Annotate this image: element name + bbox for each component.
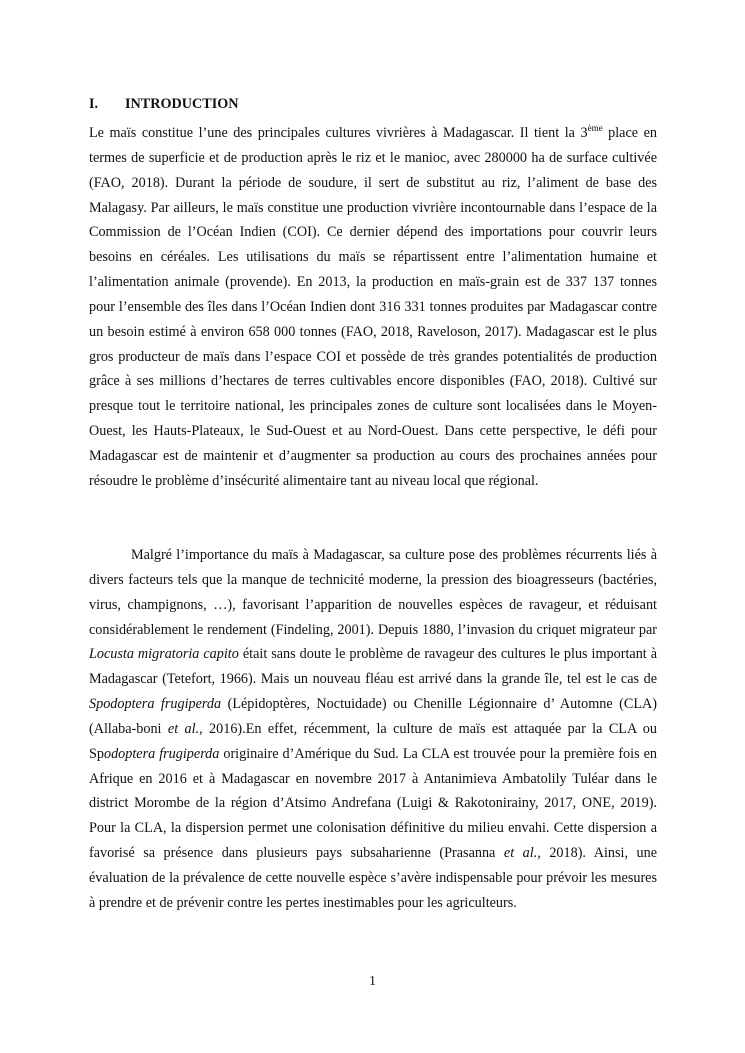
- paragraph-2-text-3: (Lépidoptères, Noctuidade) ou Chenille Légionnaire d’ Automne (CLA) (Allaba-boni: [89, 696, 657, 737]
- citation-et-al-1: et al.: [167, 720, 200, 737]
- citation-et-al-2: et al.: [503, 845, 538, 862]
- paragraph-1-text-a: Le maïs constitue l’une des principales cultures vivrières à Madagascar. Il tient la 3: [89, 125, 588, 141]
- page-number: 1: [369, 974, 376, 989]
- paragraph-1: [89, 121, 657, 494]
- paragraph-2-text-6: , 2018). Ainsi, une évaluation de la prévalence de cette nouvelle espèce s’avère indispensable pour prévoir les mesures à prendre et de prévenir contre les pertes inestimables pour les agriculteurs.: [89, 845, 658, 911]
- species-name-spodoptera: Spodoptera frugiperda: [89, 696, 222, 713]
- section-number: I.: [89, 96, 99, 112]
- section-title: INTRODUCTION: [125, 96, 239, 112]
- paragraph-2: [89, 543, 657, 916]
- paragraph-2-text-4: , 2016).En effet, récemment, la culture de maïs est attaquée par la CLA ou Sp: [89, 720, 657, 762]
- superscript-ordinal: ème: [587, 123, 603, 133]
- paragraph-2-text-1: Malgré l’importance du maïs à Madagascar, sa culture pose des problèmes récurrents liés à divers facteurs tels que la manque de technicité moderne, la pression des bioagresseurs (bactéries, virus, champignons, …), favorisant l’apparition de nouvelles espèces de ravageur, et réduisant considérablement le rendement (Findeling, 2001). Depuis 1880, l’invasion du criquet migrateur par: [89, 547, 657, 638]
- paragraph-2-text-2: était sans doute le problème de ravageur des cultures le plus important à Madagascar (Tetefort, 1966). Mais un nouveau fléau est arrivé dans la grande île, tel est le cas de: [89, 646, 658, 688]
- paragraph-2-text-5: originaire d’Amérique du Sud. La CLA est trouvée pour la première fois en Afrique en 2016 et à Madagascar en novembre 2017 à Antanimieva Ambatolily Tuléar dans le district Morombe de la région d’Atsimo Andrefana (Luigi & Rakotonirainy, 2017, ONE, 2019). Pour la CLA, la dispersion permet une colonisation définitive du milieu envahi. Cette dispersion a favorisé sa présence dans plusieurs pays subsaharienne (Prasanna: [89, 745, 657, 862]
- section-heading: [89, 96, 239, 113]
- species-name-locusta: Locusta migratoria capito: [89, 646, 239, 663]
- paragraph-1-text-b: place en termes de superficie et de production après le riz et le manioc, avec 280000 ha de surface cultivée (FAO, 2018). Durant la période de soudure, il sert de substitut au riz, l’aliment de base des Malagasy. Par ailleurs, le maïs constitue une production vivrière incontournable dans l’espace de la Commission de l’Océan Indien (COI). Ce dernier dépend des importations pour couvrir leurs besoins en céréales. Les utilisations du maïs se répartissent entre l’alimentation humaine et l’alimentation animale (provende). En 2013, la production en maïs-grain est de 337 137 tonnes pour l’ensemble des îles dans l’Océan Indien dont 316 331 tonnes produites par Madagascar contre un besoin estimé à environ 658 000 tonnes (FAO, 2018, Raveloson, 2017). Madagascar est le plus gros producteur de maïs dans l’espace COI et possède de très grandes potentialités de production grâce à ses millions d’hectares de terres cultivables encore disponibles (FAO, 2018). Cultivé sur presque tout le territoire national, les principales zones de culture sont localisées dans le Moyen-Ouest, les Hauts-Plateaux, le Sud-Ouest et au Nord-Ouest. Dans cette perspective, le défi pour Madagascar est de maintenir et d’augmenter sa production au cours des prochaines années pour résoudre le problème d’insécurité alimentaire tant au niveau local que régional.: [89, 125, 657, 489]
- species-name-spodoptera-2: odoptera frugiperda: [103, 745, 220, 762]
